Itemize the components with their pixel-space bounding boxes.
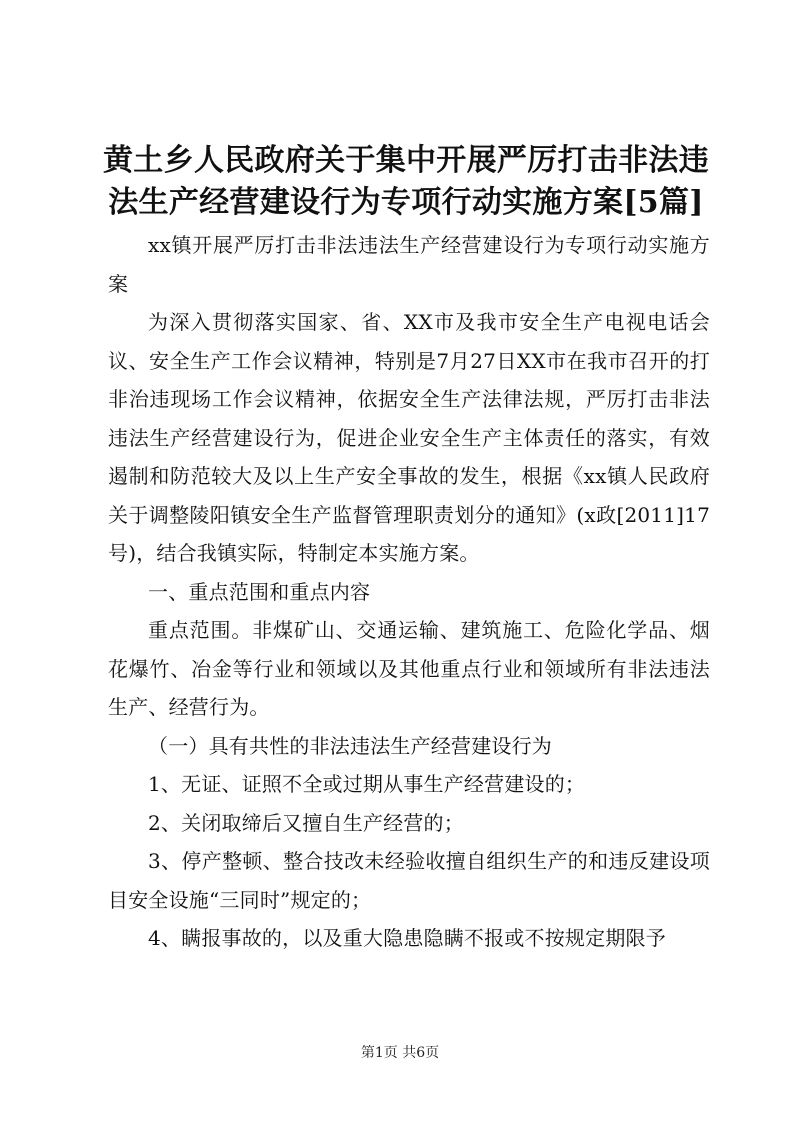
section-heading-1: 一、重点范围和重点内容 [148,579,371,604]
page-footer: 第1页 共6页 [360,1045,440,1061]
paragraph-scope: 重点范围。非煤矿山、交通运输、建筑施工、危险化学品、烟花爆竹、冶金等行业和领域以及其他重点行业和领域所有非法违法生产、经营行为。 [108,618,710,719]
list-item-4: 4、瞒报事故的，以及重大隐患隐瞒不报或不按规定期限予 [148,926,666,950]
subsection-heading-1: （一）具有共性的非法违法生产经营建设行为 [148,733,552,758]
list-item-1: 1、无证、证照不全或过期从事生产经营建设的； [148,772,586,796]
paragraph-subtitle: xx镇开展严厉打击非法违法生产经营建设行为专项行动实施方案 [108,233,710,296]
document-body [108,226,710,958]
list-item-3: 3、停产整顿、整合技改未经验收擅自组织生产的和违反建设项目安全设施“三同时”规定的； [108,849,710,912]
paragraph-intro: 为深入贯彻落实国家、省、XX市及我市安全生产电视电话会议、安全生产工作会议精神，特别是7月27日XX市在我市召开的打非治违现场工作会议精神，依据安全生产法律法规，严厉打击非法违法生产经营建设行为，促进企业安全生产主体责任的落实，有效遏制和防范较大及以上生产安全事故的发生，根据《xx镇人民政府关于调整陵阳镇安全生产监督管理职责划分的通知》(x政[2011]17号)，结合我镇实际，特制定本实施方案。 [108,310,710,565]
list-item-2: 2、关闭取缔后又擅自生产经营的； [148,810,464,835]
document-title: 黄土乡人民政府关于集中开展严厉打击非法违法生产经营建设行为专项行动实施方案[5篇] [103,143,709,220]
